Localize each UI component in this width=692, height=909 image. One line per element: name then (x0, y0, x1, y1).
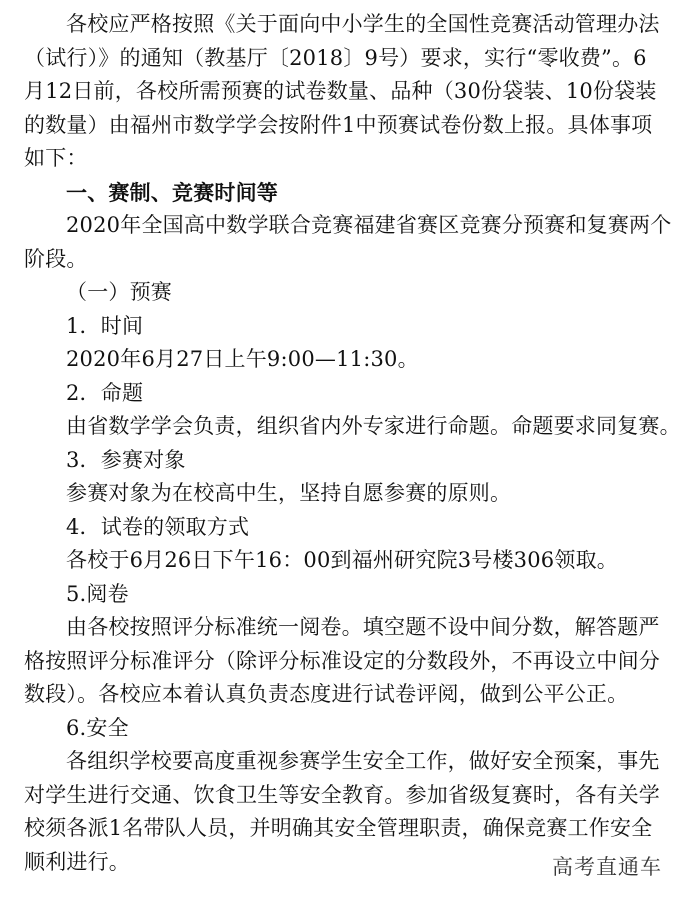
watermark-text: 高考直通车 (552, 855, 662, 879)
paragraph-line: 由各校按照评分标准统一阅卷。填空题不设中间分数，解答题严 (66, 615, 660, 639)
paragraph-line: 2020年6月27日上午9:00—11:30。 (66, 347, 419, 371)
paragraph-line: 各校应严格按照《关于面向中小学生的全国性竞赛活动管理办法 (66, 12, 660, 36)
paragraph-line: （一）预赛 (66, 280, 172, 304)
paragraph-line: 月12日前，各校所需预赛的试卷数量、品种（30份袋装、10份袋装 (24, 79, 657, 103)
paragraph-line: 由省数学学会负责，组织省内外专家进行命题。命题要求同复赛。 (66, 414, 681, 438)
document-body (24, 8, 681, 879)
paragraph-line: 的数量）由福州市数学学会按附件1中预赛试卷份数上报。具体事项 (24, 112, 653, 137)
paragraph-line: 2．命题 (66, 380, 144, 405)
paragraph-line: 5.阅卷 (66, 581, 129, 606)
paragraph-line: 顺利进行。 (24, 849, 130, 874)
paragraph-line: 2020年全国高中数学联合竞赛福建省赛区竞赛分预赛和复赛两个 (66, 213, 672, 237)
paragraph-line: 各校于6月26日下午16：00到福州研究院3号楼306领取。 (66, 548, 618, 572)
paragraph-line: 阶段。 (24, 246, 88, 271)
section-heading: 一、赛制、竞赛时间等 (66, 179, 278, 205)
paragraph-line: 参赛对象为在校高中生，坚持自愿参赛的原则。 (66, 481, 512, 505)
paragraph-line: 1．时间 (66, 313, 144, 338)
paragraph-line: 各组织学校要高度重视参赛学生安全工作，做好安全预案，事先 (66, 749, 660, 773)
paragraph-line: 如下： (24, 146, 88, 170)
paragraph-line: 数段）。各校应本着认真负责态度进行试卷评阅，做到公平公正。 (24, 682, 629, 706)
paragraph-line: （试行）》的通知（教基厅〔2018〕9号）要求，实行“零收费”。6 (24, 45, 647, 70)
paragraph-line: 校须各派1名带队人员，并明确其安全管理职责，确保竞赛工作安全 (24, 816, 653, 840)
paragraph-line: 4．试卷的领取方式 (66, 514, 250, 539)
paragraph-line: 对学生进行交通、饮食卫生等安全教育。参加省级复赛时，各有关学 (24, 782, 660, 807)
paragraph-line: 格按照评分标准评分（除评分标准设定的分数段外，不再设立中间分 (24, 648, 660, 673)
paragraph-line: 3．参赛对象 (66, 447, 186, 472)
paragraph-line: 6.安全 (66, 715, 129, 740)
